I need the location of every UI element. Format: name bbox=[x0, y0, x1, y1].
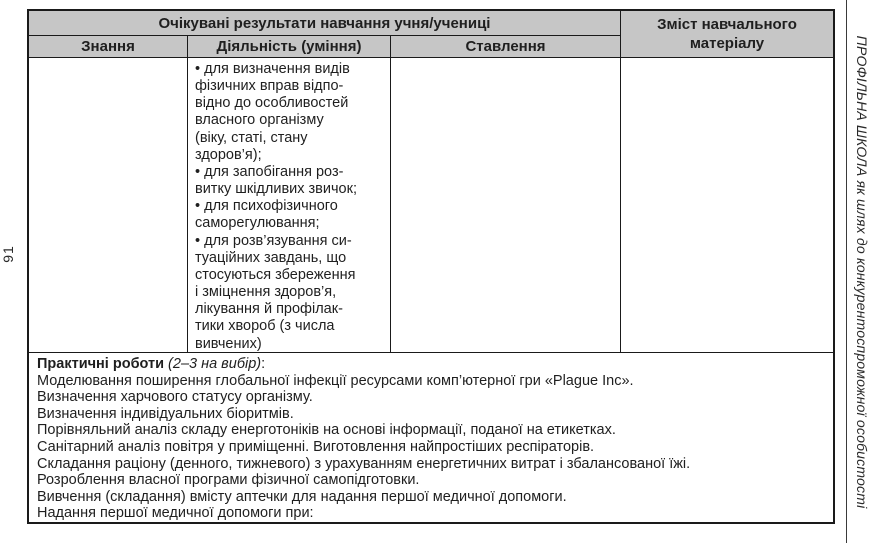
cell-knowledge bbox=[29, 58, 188, 353]
column-header-attitude: Ставлення bbox=[391, 36, 621, 58]
activity-line: і зміцнення здоров’я, bbox=[195, 284, 337, 301]
column-header-knowledge: Знання bbox=[29, 36, 188, 58]
column-header-content: Зміст навчального матеріалу bbox=[621, 11, 833, 58]
practical-works-item: Вивчення (складання) вмісту аптечки для надання першої медичної допомоги. bbox=[37, 488, 567, 505]
margin-series-title: ПРОФІЛЬНА ШКОЛА як шлях до конкурентоспроможної особистості bbox=[854, 35, 870, 509]
practical-works-title bbox=[37, 356, 825, 373]
activity-line: туаційних завдань, що bbox=[195, 249, 347, 266]
activity-line: (віку, статі, стану bbox=[195, 129, 308, 146]
practical-works-item: Порівняльний аналіз складу енерготоніків на основі інформації, поданої на етикетках. bbox=[37, 422, 616, 439]
practical-works-item: Санітарний аналіз повітря у приміщенні. Виготовлення найпростіших респіраторів. bbox=[37, 438, 595, 455]
practical-works-item: Розроблення власної програми фізичної самопідготовки. bbox=[37, 472, 420, 489]
margin-divider-line bbox=[846, 0, 847, 543]
practical-works-title-colon: : bbox=[261, 356, 266, 372]
practical-works-item: Складання раціону (денного, тижневого) з урахуванням енергетичних витрат і збалансованої їжі. bbox=[37, 455, 691, 472]
activity-line: лікування й профілак- bbox=[195, 301, 343, 318]
practical-works-item: Визначення індивідуальних біоритмів. bbox=[37, 405, 294, 422]
practical-works-item: Моделювання поширення глобальної інфекції ресурсами комп’ютерної гри «Plague Inc». bbox=[37, 372, 634, 389]
curriculum-table bbox=[27, 9, 835, 524]
cell-content bbox=[621, 58, 833, 353]
practical-works-title-italic: (2–3 на вибір) bbox=[164, 356, 262, 372]
activity-line: фізичних вправ відпо- bbox=[195, 78, 344, 95]
activity-line: власного організму bbox=[195, 112, 324, 129]
activity-line: саморегулювання; bbox=[195, 215, 320, 232]
activity-line: здоров’я); bbox=[195, 146, 262, 163]
practical-works-list bbox=[37, 373, 825, 522]
practical-works-item: Надання першої медичної допомоги при: bbox=[37, 505, 314, 522]
activity-line: вивчених) bbox=[195, 335, 262, 352]
cell-activity bbox=[188, 58, 391, 353]
practical-works-title-bold: Практичні роботи bbox=[37, 356, 165, 372]
practical-works-item: Визначення харчового статусу організму. bbox=[37, 389, 313, 406]
header-expected-results: Очікувані результати навчання учня/учениці bbox=[29, 11, 621, 36]
activity-line: відно до особливостей bbox=[195, 95, 349, 112]
activity-line: витку шкідливих звичок; bbox=[195, 181, 357, 198]
activity-line: • для розв’язування си- bbox=[195, 232, 352, 249]
activity-line: тики хвороб (з числа bbox=[195, 318, 335, 335]
practical-works-section bbox=[29, 353, 833, 522]
activity-line: стосуються збереження bbox=[195, 266, 356, 283]
activity-line: • для визначення видів bbox=[195, 61, 350, 77]
activity-line: • для запобігання роз- bbox=[195, 163, 344, 180]
cell-attitude bbox=[391, 58, 621, 353]
page-number: 91 bbox=[0, 245, 16, 263]
activity-line: • для психофізичного bbox=[195, 198, 338, 215]
column-header-activity: Діяльність (уміння) bbox=[188, 36, 391, 58]
